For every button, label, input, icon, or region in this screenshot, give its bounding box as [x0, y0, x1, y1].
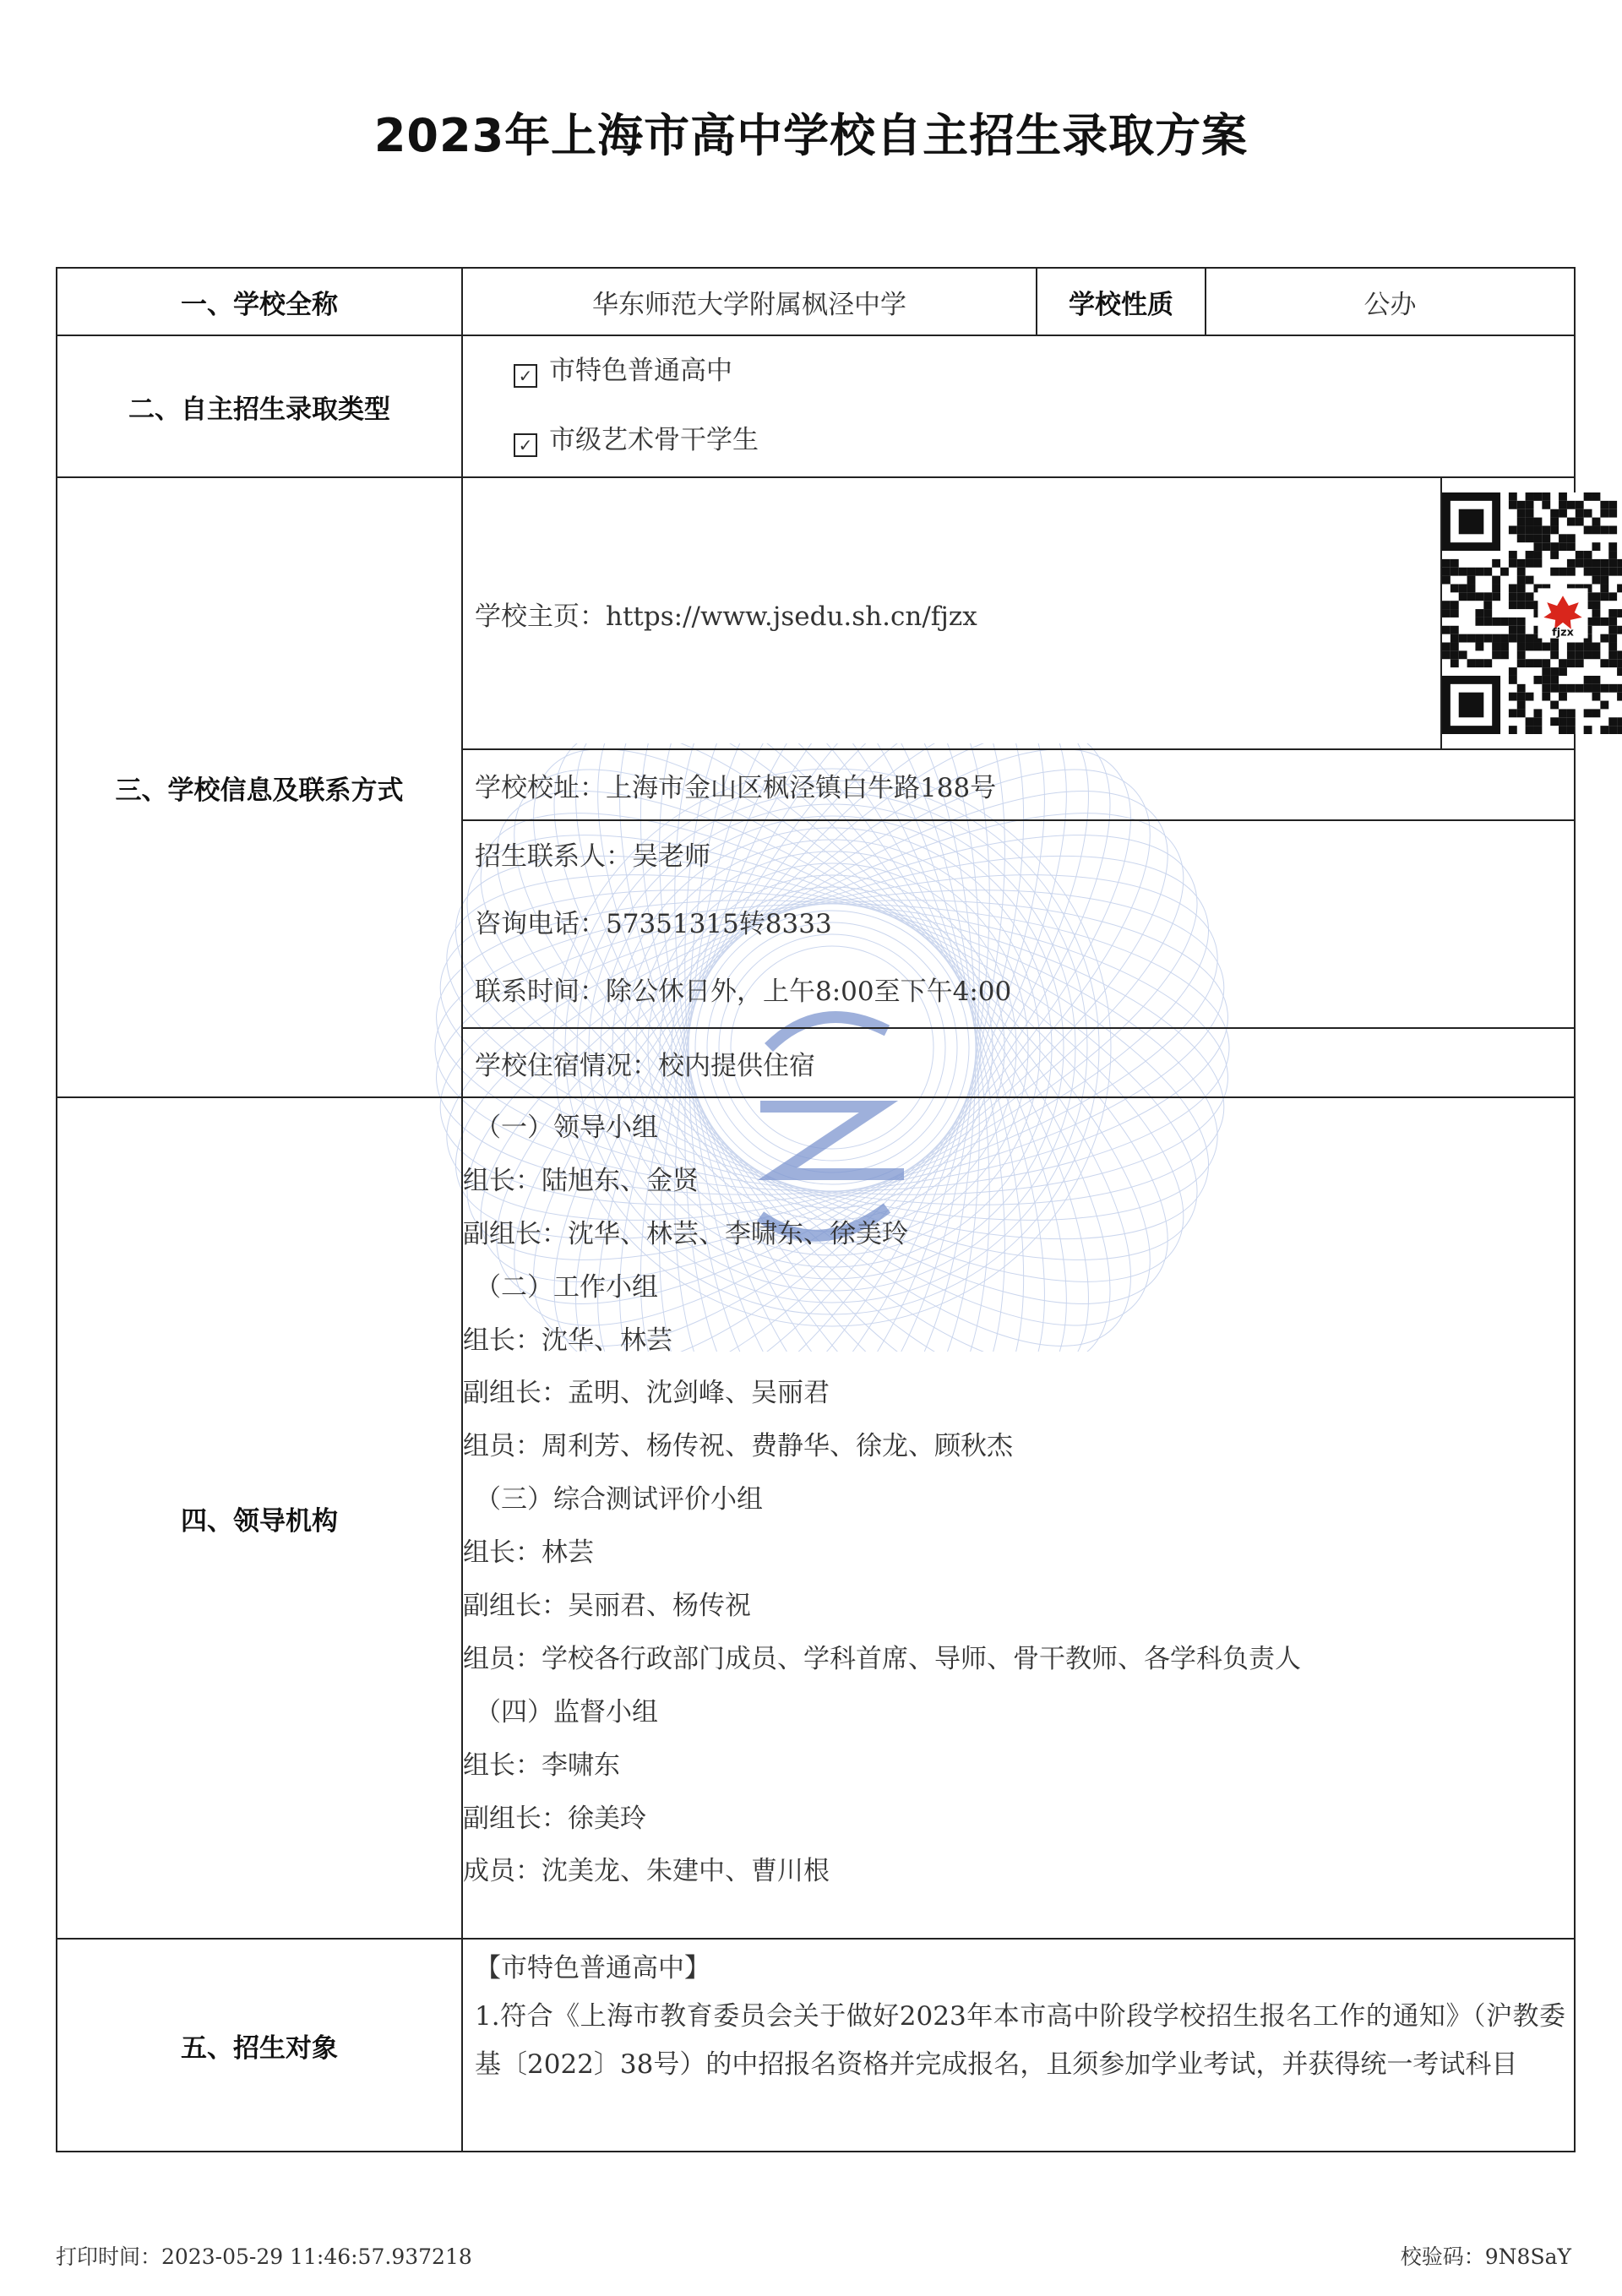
contact-phone: 咨询电话：57351315转8333: [475, 909, 832, 939]
list-item: 组长：林芸: [463, 1537, 594, 1569]
list-item: （二）工作小组: [475, 1271, 658, 1303]
list-item: 组长：李啸东: [463, 1749, 620, 1781]
contact-block: [462, 820, 1575, 1028]
row-admission-target: [57, 1939, 1575, 2152]
checkbox-checked-icon: ✓: [514, 433, 537, 457]
section-body: 1.符合《上海市教育委员会关于做好2023年本市高中阶段学校招生报名工作的通知》（沪教委基〔2022〕38号）的中招报名资格并完成报名，且须参加学业考试，并获得统一考试科目: [475, 2001, 1565, 2080]
row-leadership: [57, 1097, 1575, 1939]
list-item: 组长：陆旭东、金贤: [463, 1165, 699, 1196]
address-text: 学校校址：上海市金山区枫泾镇白牛路188号: [462, 749, 1575, 820]
row-admission-type: [57, 335, 1575, 477]
admission-target-text: [462, 1939, 1575, 2152]
qr-code-icon: [1442, 492, 1622, 734]
list-item: （一）领导小组: [475, 1113, 658, 1143]
list-item: （三）综合测试评价小组: [475, 1484, 763, 1515]
list-item: 组长：沈华、林芸: [463, 1325, 672, 1356]
label-leadership: 四、领导机构: [57, 1097, 462, 1939]
list-item: （四）监督小组: [475, 1696, 658, 1727]
leadership-list: [462, 1097, 1575, 1939]
list-item: 成员：沈美龙、朱建中、曹川根: [463, 1856, 830, 1887]
school-nature-value: 公办: [1206, 268, 1575, 335]
contact-person: 招生联系人：吴老师: [475, 841, 710, 872]
school-name-value: 华东师范大学附属枫泾中学: [462, 268, 1037, 335]
admission-table: [56, 267, 1576, 2152]
option-special-highschool: ✓ 市特色普通高中: [463, 336, 1574, 405]
list-item: 组员：学校各行政部门成员、学科首席、导师、骨干教师、各学科负责人: [463, 1643, 1301, 1674]
label-admission-target: 五、招生对象: [57, 1939, 462, 2152]
list-item: 组员：周利芳、杨传祝、费静华、徐龙、顾秋杰: [463, 1431, 1013, 1462]
list-item: 副组长：孟明、沈剑峰、吴丽君: [463, 1378, 830, 1409]
list-item: 副组长：沈华、林芸、李啸东、徐美玲: [463, 1218, 908, 1249]
label-school-info: 三、学校信息及联系方式: [57, 477, 462, 1097]
page-title: 2023年上海市高中学校自主招生录取方案: [373, 109, 1249, 162]
qr-logo-text: fjzx: [1552, 626, 1574, 639]
checkbox-checked-icon: ✓: [514, 364, 537, 388]
qr-code-cell: [1441, 477, 1575, 749]
label-school-nature: 学校性质: [1037, 268, 1206, 335]
row-homepage: [57, 477, 1575, 749]
check-code: 校验码：9N8SaY: [1400, 2244, 1571, 2269]
row-school-name: [57, 268, 1575, 335]
section-heading: 【市特色普通高中】: [475, 1953, 710, 1983]
contact-hours: 联系时间：除公休日外，上午8:00至下午4:00: [475, 977, 1012, 1007]
lodging-text: 学校住宿情况：校内提供住宿: [462, 1028, 1575, 1097]
list-item: 副组长：吴丽君、杨传祝: [463, 1591, 751, 1622]
print-time: 打印时间：2023-05-29 11:46:57.937218: [56, 2244, 472, 2269]
label-school-name: 一、学校全称: [57, 268, 462, 335]
label-admission-type: 二、自主招生录取类型: [57, 335, 462, 477]
list-item: 副组长：徐美玲: [463, 1803, 646, 1834]
option-art-student: ✓ 市级艺术骨干学生: [463, 405, 1574, 475]
admission-type-options: [462, 335, 1575, 477]
homepage-text: 学校主页：https://www.jsedu.sh.cn/fjzx: [462, 477, 1441, 749]
